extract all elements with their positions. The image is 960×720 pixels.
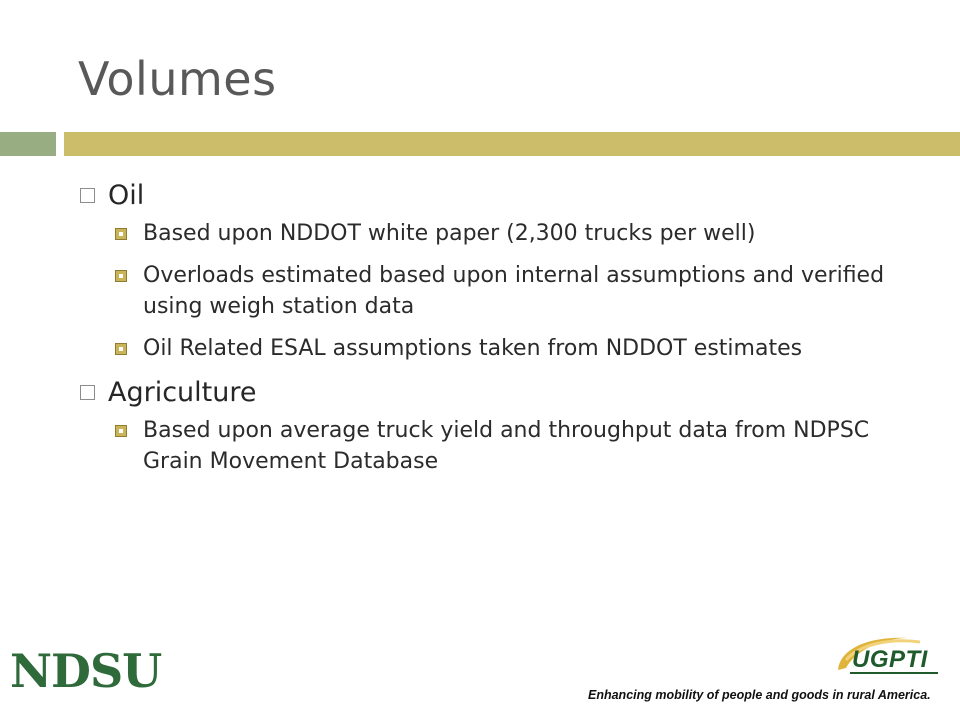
hollow-square-bullet-icon [80, 385, 95, 400]
sub-bullet-text: Based upon NDDOT white paper (2,300 trucks per well) [143, 221, 756, 246]
sub-bullet-list [113, 415, 898, 477]
ugpti-wordmark: UGPTI [852, 646, 928, 673]
filled-square-bullet-icon [115, 228, 127, 240]
filled-square-bullet-icon [115, 343, 127, 355]
filled-square-bullet-icon [115, 425, 127, 437]
footer-tagline: Enhancing mobility of people and goods in rural America. [588, 688, 931, 702]
sub-bullet [113, 333, 898, 364]
title-accent-bar-right [64, 132, 960, 156]
ndsu-logo: NDSU [10, 644, 162, 698]
title-accent-bar-left [0, 132, 56, 156]
sub-bullet-text: Oil Related ESAL assumptions taken from NDDOT estimates [143, 336, 803, 361]
hollow-square-bullet-icon [80, 188, 95, 203]
sub-bullet-text: Overloads estimated based upon internal assumptions and verified using weigh station data [143, 263, 885, 319]
filled-square-bullet-icon [115, 270, 127, 282]
bullet-label: Oil [108, 180, 145, 211]
sub-bullet [113, 415, 898, 477]
sub-bullet [113, 218, 898, 249]
sub-bullet-list [113, 218, 898, 364]
bullet-oil [78, 178, 898, 214]
slide-title: Volumes [78, 52, 277, 106]
ugpti-logo [830, 630, 942, 688]
sub-bullet [113, 260, 898, 322]
bullet-list [78, 172, 898, 488]
bullet-label: Agriculture [108, 377, 257, 408]
sub-bullet-text: Based upon average truck yield and throughput data from NDPSC Grain Movement Database [143, 418, 870, 474]
bullet-agriculture [78, 375, 898, 411]
